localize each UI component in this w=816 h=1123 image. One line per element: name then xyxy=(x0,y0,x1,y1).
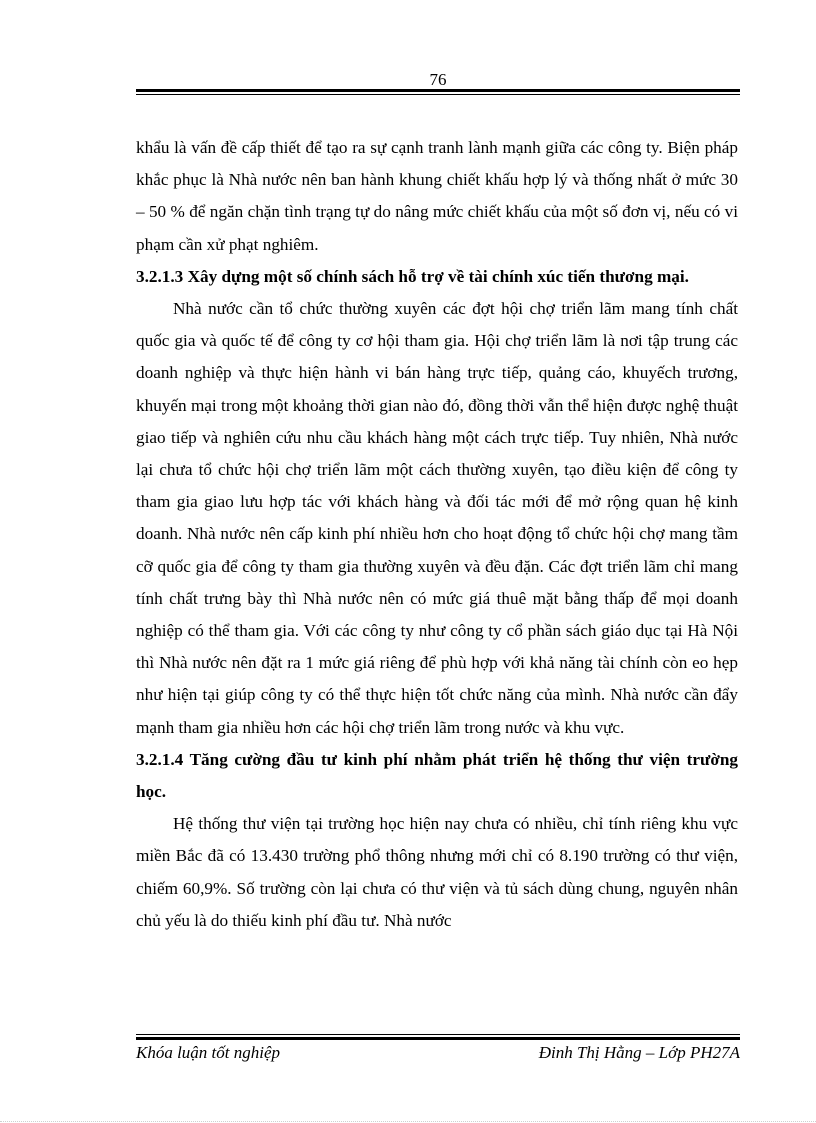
page-number: 76 xyxy=(429,70,447,89)
header-rule-thin xyxy=(136,94,740,95)
header-rule-thick xyxy=(136,89,740,92)
footer-author-class: Đinh Thị Hằng – Lớp PH27A xyxy=(538,1043,740,1062)
footer-rule-thin xyxy=(136,1034,740,1035)
footer-rule-thick xyxy=(136,1037,740,1040)
section-heading-3-2-1-4: 3.2.1.4 Tăng cường đầu tư kinh phí nhằm phát triển hệ thống thư viện trường học. xyxy=(136,749,738,802)
paragraph-school-libraries: Hệ thống thư viện tại trường học hiện nay chưa có nhiều, chỉ tính riêng khu vực miền Bắc đã có 13.430 trường phổ thông nhưng mới chỉ có 8.190 trường có thư viện, chiếm 60,9%. Số trường còn lại chưa có thư viện và tủ sách dùng chung, nguyên nhân chủ yếu là do thiếu kinh phí đầu tư. Nhà nước xyxy=(136,814,738,930)
paragraph-continuation: khẩu là vấn đề cấp thiết để tạo ra sự cạnh tranh lành mạnh giữa các công ty. Biện pháp khắc phục là Nhà nước nên ban hành khung chiết khấu hợp lý và thống nhất ở mức 30 – 50 % để ngăn chặn tình trạng tự do nâng mức chiết khấu của một số đơn vị, nếu có vi phạm cần xử phạt nghiêm. xyxy=(136,138,738,254)
footer-thesis-label: Khóa luận tốt nghiệp xyxy=(136,1043,281,1062)
paragraph-trade-fairs: Nhà nước cần tổ chức thường xuyên các đợt hội chợ triển lãm mang tính chất quốc gia và quốc tế để công ty cơ hội tham gia. Hội chợ triển lãm là nơi tập trung các doanh nghiệp và thực hiện hành vi bán hàng trực tiếp, quảng cáo, khuyếch trương, khuyến mại trong một khoảng thời gian nào đó, đồng thời vẫn thể hiện được nghệ thuật giao tiếp và nghiên cứu nhu cầu khách hàng một cách trực tiếp. Tuy nhiên, Nhà nước lại chưa tổ chức hội chợ triển lãm một cách thường xuyên, tạo điều kiện để công ty tham gia giao lưu hợp tác với khách hàng và đối tác mới để mở rộng quan hệ kinh doanh. Nhà nước nên cấp kinh phí nhiều hơn cho hoạt động tổ chức hội chợ mang tầm cỡ quốc gia để công ty tham gia thường xuyên và đều đặn. Các đợt triển lãm chỉ mang tính chất trưng bày thì Nhà nước nên có mức giá thuê mặt bằng thấp để mọi doanh nghiệp có thể tham gia. Với các công ty như công ty cổ phần sách giáo dục tại Hà Nội thì Nhà nước nên đặt ra 1 mức giá riêng để phù hợp với khả năng tài chính còn eo hẹp như hiện tại giúp công ty có thể thực hiện tốt chức năng của mình. Nhà nước cần đẩy mạnh tham gia nhiều hơn các hội chợ triển lãm trong nước và khu vực. xyxy=(136,299,738,737)
section-heading-3-2-1-3: 3.2.1.3 Xây dựng một số chính sách hỗ trợ về tài chính xúc tiến thương mại. xyxy=(136,266,689,286)
page-boundary-divider xyxy=(0,1121,816,1122)
page-body xyxy=(136,132,738,937)
